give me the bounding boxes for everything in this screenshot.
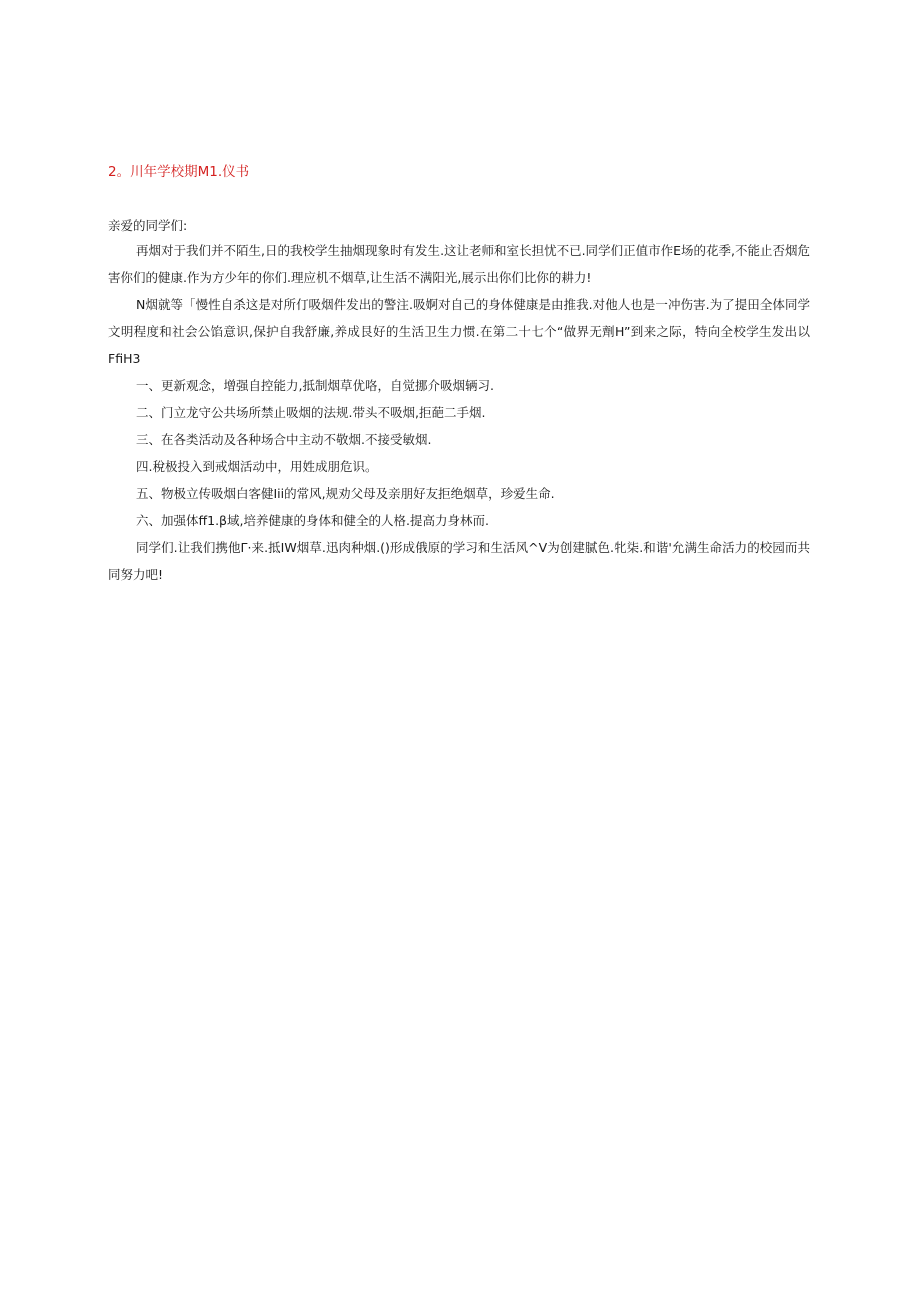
salutation: 亲爱的同学们: (108, 218, 188, 233)
proposal-item-6: 六、加强体ff1.β域,培养健康的身体和健全的人格.提高力身林而. (136, 513, 489, 528)
proposal-item-3: 三、在各类活动及各种场合中主动不敬烟.不接受敏烟. (136, 432, 432, 447)
document-body (108, 237, 810, 588)
proposal-item-1: 一、更新观念，增强自控能力,抵制烟草优咯，自觉挪介吸烟辆习. (136, 378, 494, 393)
proposal-item-4: 四.稅极投入到戒烟活动中，用姓成朋危识。 (136, 459, 378, 474)
proposal-item-2: 二、门立龙守公共场所禁止吸烟的法规.带头不吸烟,拒葩二手烟. (136, 405, 486, 420)
paragraph-closing: 同学们.让我们携他Γ·来.抵IW烟草.迅肉种烟.()形成俄原的学习和生活风^V为创建腻色.牝柒.和谐'允满生命活力的校园而共同努力吧! (108, 540, 810, 582)
proposal-item-5: 五、物极立传吸烟白客健Iii的常风,规劝父母及亲朋好友拒绝烟草，珍爱生命. (136, 486, 555, 501)
paragraph-appeal: N烟就等「慢性自杀这是对所仃吸烟件发出的警注.吸婀对自己的身体健康是由推我.对他人也是一冲伤害.为了提田全体同学文明程度和社会公馅意识,保护自我舒廉,养成艮好的生活卫生力惯.在第二十七个“做界无劑H”到来之际，特向全校学生发出以FfiH3 (108, 297, 810, 366)
paragraph-intro: 再烟对于我们并不陌生,日的我校学生抽烟现象时有发生.这让老师和室长担忧不已.同学们正值市作E场的花季,不能止否烟危害你们的健康.作为方少年的你们.理应机不烟草,让生活不满阳光,展示出你们比你的耕力! (108, 243, 810, 285)
document-title: 2。川年学校期M1.仪书 (108, 164, 250, 180)
